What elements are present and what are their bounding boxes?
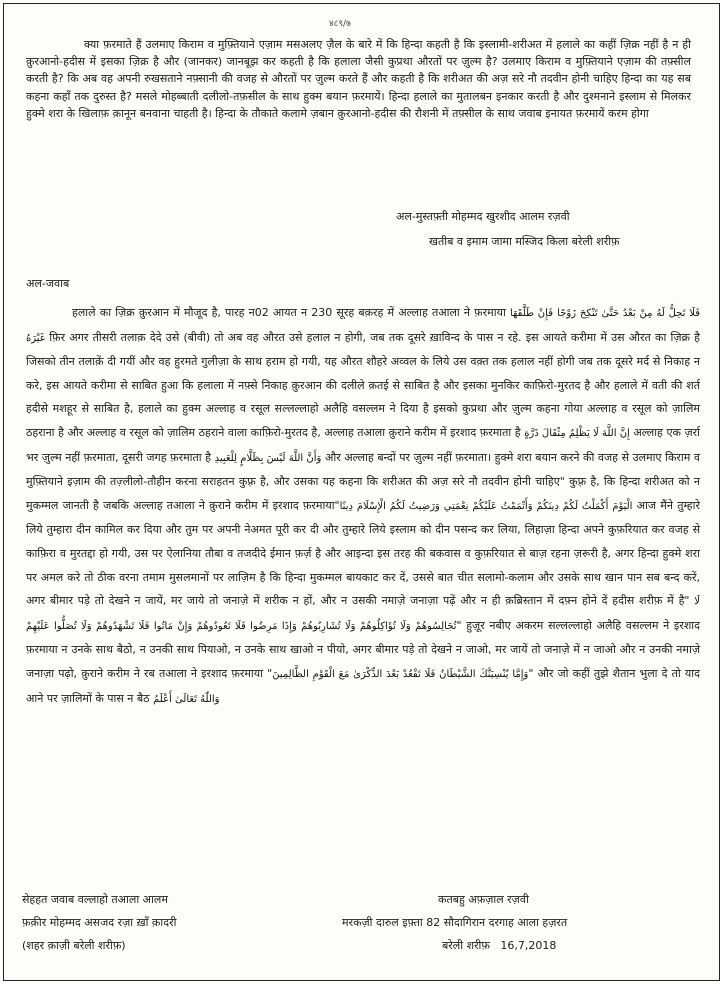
answer-text-1: हलाले का ज़िक्र क़ुरआन में मौजूद है, पारह न02 आयत न 230 सूरह बक़रह में अल्लाह तआला ने फ़रमाया <box>72 306 506 319</box>
footer-right <box>342 888 567 957</box>
arabic-verse-4: وَأَنَّ اللَّهَ لَيْسَ بِظَلَّامٍ لِلْعَبِيدِ <box>214 452 322 464</box>
endorsement-line: सेहहत जवाब वल्लाहो तआला आलम <box>22 893 168 906</box>
page-number: ४८९/७ <box>329 19 351 29</box>
footer-left <box>22 888 176 957</box>
fatwa-page <box>3 3 720 981</box>
institution-name: मरकज़ी दारुल इफ़्ता 82 सौदागिरान दरगाह आला हज़रत <box>342 916 568 929</box>
answer-text-8: " और जो कहीं तुझे शैतान भुला दे तो याद आने पर ज़ालिमों के पास न बैठ <box>26 666 700 705</box>
questioner-name: अल-मुस्तफ़्ती मोहम्मद खुरशीद आलम रज़वी <box>396 210 570 223</box>
endorser-name: फ़क़ीर मोहम्मद असजद रज़ा ख़ाँ क़ादरी <box>22 916 177 929</box>
author-name: कतबहु अफ़ज़ाल रज़वी <box>438 893 529 906</box>
answer-text-2: फ़िर अगर तीसरी तलाक़ देदे उसे (बीवी) तो अब वह औरत उसे हलाल न होगी, जब तक दूसरे ख़ाविन्द के पास न रहे. <box>49 330 522 344</box>
answer-text-5: और अल्लाह बन्दों पर ज़ुल्म नहीं फ़रमाता। हुक्मे शरा बयान करने की वजह से उलमाए किराम व मुफ़्तियाने इज़ाम की तज़्लीलो-तौहीन करना सराहतन कुफ़्र है, और उसका यह कहना कि शरीअत की अज़ सरे नौ तदवीन होनी चाहिए" कुफ़्र है, कि हिन्दा शरीअत को न मुकम्मल जानती है जबकि अल्लाह तआला ने क़ुराने करीम में इरशाद फ़रमाया" <box>26 450 701 512</box>
answer-text-7: " हुज़ूर नबीए अकरम सल्लल्लाहो अलैहि वसल्लम ने इरशाद फ़रमाया न उनके साथ बैठो, न उनकी साथ पियाओ, न उनके साथ खाओ न पीयो, अगर बीमार पड़े तो देखने न जाओ, मर जायें तो जनाज़े में न जाओ और न उनकी नमाज़े जनाज़ा पढ़ो, क़ुराने करीम ने रब तआला ने इरशाद फ़रमाया " <box>26 618 700 680</box>
endorser-title: (शहर क़ाज़ी बरेली शरीफ़) <box>22 939 126 952</box>
answer-text-6: आज मैंने तुम्हारे लिये तुम्हारा दीन कामिल कर दिया और तुम पर अपनी नेअमत पूरी कर दी और तुम्हारे लिये इस्लाम को दीन पसन्द कर लिया, लिहाज़ा हिन्दा अपने कुफ़रियात कर वजह से काफ़िरा व मुरतद्दा हो गयी, उस पर ऐलानिया तौबा व तजदीदे ईमान फ़र्ज़ है और आइन्दा इस तरह की बकवास व कुफ़रियात से बाज़ रहना ज़रूरी है, अगर हिन्दा हुक्मे शरा पर अमल करे तो ठीक वरना तमाम मुसलमानों पर लाज़िम है कि हिन्दा मुकम्मल बायकाट कर दें, उससे बात चीत सलामो-कलाम और उसके साथ खान पान सब बन्द करें, अगर बीमार पड़े तो देखने न जायें, मर जाये तो जनाज़े में शरीक न हों, और न उसकी नमाज़े जनाज़ा पढ़ें और न ही क़ब्रिस्तान में दफ़्न होने दें हदीस शरीफ़ में है" <box>26 498 700 608</box>
city-name: बरेली शरीफ़ <box>442 939 490 952</box>
answer-heading: अल-जवाब <box>26 277 70 290</box>
answer-paragraph <box>26 301 700 711</box>
arabic-verse-1: فَإِنْ طَلَّقَهَا <box>509 308 553 319</box>
closing-arabic: وَاللّٰهُ تَعَالَىٰ أَعْلَمُ <box>153 693 220 705</box>
arabic-verse-2: فَلَا تَحِلُّ لَهُ مِنْ بَعْدُ حَتَّىٰ تَنْكِحَ زَوْجًا غَيْرَهُ <box>26 308 700 344</box>
answer-text-3: इस आयते करीमा में उस औरत का ज़िक्र है जिसको तीन तलाक़ें दी गयीं और वह हुरमते गुलीज़ा के साथ हराम हो गयी, यह औरत शौहरे अव्वल के लिये उस वक़्त तक हलाल नहीं होगी जब तक दूसरे मर्द से निकाह न करे, इस आयते करीमा से साबित हुआ कि हलाला में नफ़्से निकाह क़ुरआन की दलीले क़तई से साबित है और इसका मुनकिर काफ़िरो-मुरतद है और हलाले में वती की शर्त हदीसे मशहूर से साबित है, हलाले का हुक्म अल्लाह व रसूल सल्लल्लाहो अलैहि वसल्लम ने दिया है इसको कुप्रथा और ज़ुल्म कहना गोया अल्लाह व रसूल को ज़ालिम ठहराना है और अल्लाह व रसूल को ज़ालिम ठहराने वाला काफ़िरो-मुरतद है, अल्लाह तआला क़ुराने करीम में इरशाद फ़रमाता है <box>26 330 701 439</box>
arabic-verse-5: الْيَوْمَ أَكْمَلْتُ لَكُمْ دِينَكُمْ وَأَتْمَمْتُ عَلَيْكُمْ نِعْمَتِي وَرَضِيتُ لَكُمُ الْإِسْلَامَ دِينًا <box>339 500 633 512</box>
questioner-designation: खतीब व इमाम जामा मस्जिद किला बरेली शरीफ़ <box>429 235 620 248</box>
question-paragraph: क्या फ़रमाते हैं उलमाए किराम व मुफ़्तियाने एज़ाम मसअलए ज़ैल के बारे में कि हिन्दा कहती है कि इस्लामी-शरीअत में हलाले का कहीं ज़िक्र नहीं है न ही क़ुरआनो-हदीस में इसका ज़िक्र है और (जानकर) जानबूझ कर कहती है कि हलाला जैसी कुप्रथा औरतों पर ज़ुल्म है? उलमाए किराम व मुफ़्तियाने एज़ाम की तफ़्सील करती है? कि अब वह अपनी रुखसताने नफ़्सानी की वजह से औरतों पर ज़ुल्म करते हैं और कहती है कि शरीअत की अज़ सरे नौ तदवीन होनी चाहिए हिन्दा का यह सब कहना कहाँ तक दुरुस्त है? मसले मोहब्बाती दलीलो-तफ़सील के साथ हुक्म बयान फ़रमायें। हिन्दा हलाले का मुतालबन इनकार करती है और दुश्मनाने इस्लाम से मिलकर हुक्मे शरा के खिलाफ़ क़ानून बनवाना चाहती है। हिन्दा के तौकाते कलामे ज़बान क़ुरआनो-हदीस की रौशनी में तफ़्सील के साथ जवाब इनायत फ़रमायें करम होगा <box>26 38 691 120</box>
arabic-hadith: لَا تُجَالِسُوهُمْ وَلَا تُؤَاكِلُوهُمْ وَلَا تُشَارِبُوهُمْ وَإِذَا مَرِضُوا فَلَا تَعُودُوهُمْ وَإِنْ مَاتُوا فَلَا تَشْهَدُوهُمْ وَلَا تُصَلُّوا عَلَيْهِمْ <box>26 596 700 632</box>
arabic-verse-3: إِنَّ اللَّهَ لَا يَظْلِمُ مِثْقَالَ ذَرَّةٍ <box>524 427 630 439</box>
fatwa-date: 16,7,2018 <box>500 939 557 952</box>
answer-text-4: अल्लाह एक ज़र्रा भर ज़ुल्म नहीं फ़रमाता, दूसरी जगह फ़रमाता है <box>26 425 701 464</box>
arabic-verse-6: وَإِمَّا يُنْسِيَنَّكَ الشَّيْطَانُ فَلَا تَقْعُدْ بَعْدَ الذِّكْرَىٰ مَعَ الْقَوْمِ الظَّالِمِينَ <box>272 668 529 680</box>
